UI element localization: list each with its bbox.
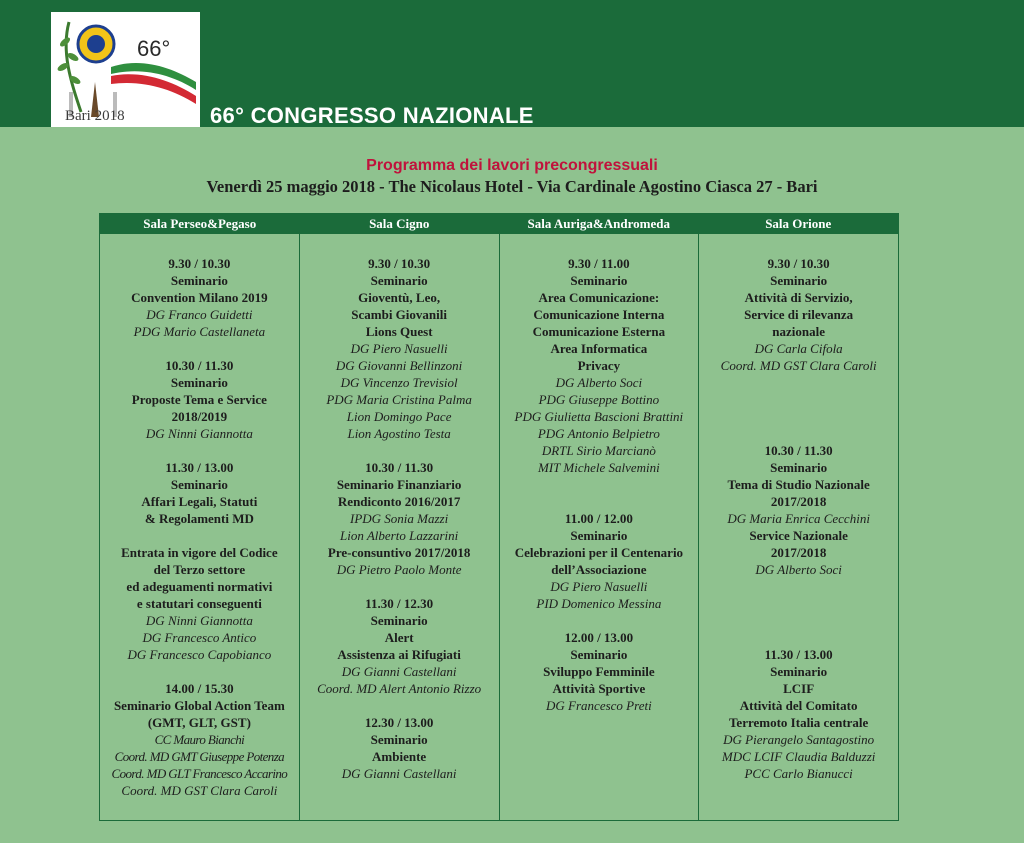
schedule-columns bbox=[100, 234, 898, 820]
session-block bbox=[300, 459, 499, 578]
session-info: Service Nazionale bbox=[749, 528, 848, 543]
session-info: Comunicazione Interna bbox=[533, 307, 665, 322]
room-column bbox=[300, 234, 500, 820]
speaker-name: DG Gianni Castellani bbox=[341, 766, 457, 781]
speaker-name: PDG Giuseppe Bottino bbox=[538, 392, 660, 407]
speaker-name: PDG Maria Cristina Palma bbox=[326, 392, 472, 407]
room-column bbox=[100, 234, 300, 820]
speaker-name: Coord. MD Alert Antonio Rizzo bbox=[317, 681, 482, 696]
speaker-name: DG Piero Nasuelli bbox=[550, 579, 648, 594]
session-info: Seminario bbox=[570, 528, 628, 543]
session-info: Alert bbox=[384, 630, 414, 645]
session-info: Seminario Finanziario bbox=[336, 477, 462, 492]
session-info: 2018/2019 bbox=[171, 409, 228, 424]
session-info: Convention Milano 2019 bbox=[131, 290, 268, 305]
room-header: Sala Perseo&Pegaso bbox=[143, 216, 257, 231]
session-block bbox=[699, 255, 898, 374]
schedule-header-row bbox=[100, 214, 898, 234]
session-info: Seminario bbox=[370, 273, 428, 288]
session-block bbox=[100, 544, 299, 663]
session-info: Service di rilevanza bbox=[744, 307, 854, 322]
speaker-name: DG Piero Nasuelli bbox=[350, 341, 448, 356]
session-info: Area Informatica bbox=[550, 341, 648, 356]
session-info: Sviluppo Femminile bbox=[543, 664, 655, 679]
speaker-name: DG Francesco Preti bbox=[546, 698, 652, 713]
session-info: Proposte Tema e Service bbox=[131, 392, 267, 407]
session-info: 10.30 / 11.30 bbox=[165, 358, 234, 373]
session-info: & Regolamenti MD bbox=[144, 511, 254, 526]
session-info: Comunicazione Esterna bbox=[532, 324, 666, 339]
session-info: Ambiente bbox=[372, 749, 427, 764]
session-info: Celebrazioni per il Centenario bbox=[514, 545, 684, 560]
session-block bbox=[300, 255, 499, 442]
session-block bbox=[100, 255, 299, 340]
session-info: Seminario bbox=[570, 273, 628, 288]
speaker-name: MIT Michele Salvemini bbox=[537, 460, 660, 475]
session-block bbox=[699, 646, 898, 782]
session-info: 11.30 / 12.30 bbox=[365, 596, 434, 611]
session-info: e statutari conseguenti bbox=[136, 596, 262, 611]
congress-title: 66° CONGRESSO NAZIONALE bbox=[210, 103, 534, 128]
session-info: 9.30 / 11.00 bbox=[568, 256, 630, 271]
session-info: 2017/2018 bbox=[770, 545, 827, 560]
speaker-name: Coord. MD GMT Giuseppe Potenza bbox=[114, 749, 285, 764]
session-info: Affari Legali, Statuti bbox=[141, 494, 258, 509]
session-block bbox=[500, 255, 699, 476]
session-info: Seminario Global Action Team bbox=[113, 698, 285, 713]
session-info: 11.30 / 13.00 bbox=[165, 460, 234, 475]
session-info: 10.30 / 11.30 bbox=[764, 443, 833, 458]
session-info: del Terzo settore bbox=[153, 562, 246, 577]
speaker-name: DG Pietro Paolo Monte bbox=[336, 562, 462, 577]
speaker-name: DG Francesco Capobianco bbox=[127, 647, 272, 662]
session-info: Seminario bbox=[170, 375, 228, 390]
speaker-name: PDG Antonio Belpietro bbox=[537, 426, 660, 441]
session-info: Attività Sportive bbox=[552, 681, 646, 696]
session-info: 2017/2018 bbox=[770, 494, 827, 509]
session-info: 12.00 / 13.00 bbox=[564, 630, 634, 645]
session-info: Seminario bbox=[370, 613, 428, 628]
session-info: Pre-consuntivo 2017/2018 bbox=[327, 545, 471, 560]
program-title: Programma dei lavori precongressuali bbox=[366, 157, 658, 174]
session-info: LCIF bbox=[783, 681, 815, 696]
speaker-name: DG Ninni Giannotta bbox=[145, 613, 253, 628]
speaker-name: DG Alberto Soci bbox=[555, 375, 643, 390]
session-info: Seminario bbox=[770, 664, 828, 679]
speaker-name: DG Alberto Soci bbox=[755, 562, 842, 577]
session-info: dell’Associazione bbox=[551, 562, 647, 577]
speaker-name: DG Pierangelo Santagostino bbox=[723, 732, 875, 747]
session-block bbox=[100, 680, 299, 799]
session-block bbox=[300, 714, 499, 782]
session-info: Privacy bbox=[577, 358, 621, 373]
speaker-name: DG Francesco Antico bbox=[142, 630, 257, 645]
session-block bbox=[100, 459, 299, 527]
speaker-name: Lion Agostino Testa bbox=[347, 426, 451, 441]
session-info: Seminario bbox=[770, 460, 828, 475]
logo-city: Bari 2018 bbox=[65, 108, 125, 124]
session-info: 12.30 / 13.00 bbox=[364, 715, 434, 730]
session-info: Tema di Studio Nazionale bbox=[727, 477, 870, 492]
room-header: Sala Cigno bbox=[369, 216, 430, 231]
session-block bbox=[500, 629, 699, 714]
session-info: 14.00 / 15.30 bbox=[165, 681, 234, 696]
session-info: 9.30 / 10.30 bbox=[168, 256, 231, 271]
logo-number: 66° bbox=[137, 36, 171, 61]
session-info: Lions Quest bbox=[365, 324, 433, 339]
session-info: 9.30 / 10.30 bbox=[368, 256, 431, 271]
session-info: 9.30 / 10.30 bbox=[767, 256, 830, 271]
room-header: Sala Auriga&Andromeda bbox=[527, 216, 670, 231]
session-info: 11.30 / 13.00 bbox=[764, 647, 833, 662]
speaker-name: DG Vincenzo Trevisiol bbox=[340, 375, 458, 390]
speaker-name: MDC LCIF Claudia Balduzzi bbox=[721, 749, 876, 764]
program-subtitle: Venerdì 25 maggio 2018 - The Nicolaus Hotel - Via Cardinale Agostino Ciasca 27 - Bari bbox=[206, 177, 818, 196]
speaker-name: DG Ninni Giannotta bbox=[145, 426, 253, 441]
session-info: 10.30 / 11.30 bbox=[365, 460, 434, 475]
session-info: Gioventù, Leo, bbox=[358, 290, 441, 305]
speaker-name: PDG Mario Castellaneta bbox=[133, 324, 266, 339]
speaker-name: Coord. MD GST Clara Caroli bbox=[121, 783, 278, 798]
session-info: 11.00 / 12.00 bbox=[564, 511, 633, 526]
session-info: Seminario bbox=[770, 273, 828, 288]
speaker-name: Coord. MD GLT Francesco Accarino bbox=[111, 766, 288, 781]
speaker-name: PCC Carlo Bianucci bbox=[744, 766, 853, 781]
speaker-name: DG Gianni Castellani bbox=[341, 664, 457, 679]
room-column bbox=[699, 234, 898, 820]
session-info: Seminario bbox=[170, 477, 228, 492]
speaker-name: Lion Domingo Pace bbox=[346, 409, 452, 424]
session-info: nazionale bbox=[772, 324, 825, 339]
session-info: Scambi Giovanili bbox=[351, 307, 447, 322]
session-block bbox=[300, 595, 499, 697]
speaker-name: Coord. MD GST Clara Caroli bbox=[720, 358, 877, 373]
speaker-name: PDG Giulietta Bascioni Brattini bbox=[514, 409, 684, 424]
session-info: Assistenza ai Rifugiati bbox=[337, 647, 461, 662]
session-info: Seminario bbox=[570, 647, 628, 662]
session-info: Seminario bbox=[370, 732, 428, 747]
session-info: Attività di Servizio, bbox=[744, 290, 853, 305]
speaker-name: DG Carla Cifola bbox=[754, 341, 843, 356]
session-info: Attività del Comitato bbox=[739, 698, 858, 713]
session-info: Terremoto Italia centrale bbox=[728, 715, 869, 730]
session-info: Seminario bbox=[170, 273, 228, 288]
speaker-name: DG Giovanni Bellinzoni bbox=[335, 358, 463, 373]
room-column bbox=[500, 234, 700, 820]
session-block bbox=[500, 510, 699, 612]
session-info: Entrata in vigore del Codice bbox=[121, 545, 278, 560]
session-info: (GMT, GLT, GST) bbox=[147, 715, 251, 730]
speaker-name: IPDG Sonia Mazzi bbox=[350, 511, 449, 526]
speaker-name: DRTL Sirio Marcianò bbox=[541, 443, 656, 458]
speaker-name: PID Domenico Messina bbox=[536, 596, 662, 611]
speaker-name: DG Franco Guidetti bbox=[146, 307, 253, 322]
session-info: ed adeguamenti normativi bbox=[126, 579, 273, 594]
session-block bbox=[100, 357, 299, 442]
schedule-table bbox=[99, 213, 899, 821]
session-block bbox=[699, 442, 898, 578]
session-info: Rendiconto 2016/2017 bbox=[337, 494, 461, 509]
room-header: Sala Orione bbox=[765, 216, 832, 231]
speaker-name: CC Mauro Bianchi bbox=[154, 732, 245, 747]
speaker-name: DG Maria Enrica Cecchini bbox=[727, 511, 870, 526]
speaker-name: Lion Alberto Lazzarini bbox=[340, 528, 459, 543]
session-info: Area Comunicazione: bbox=[538, 290, 660, 305]
congress-logo bbox=[51, 12, 200, 127]
